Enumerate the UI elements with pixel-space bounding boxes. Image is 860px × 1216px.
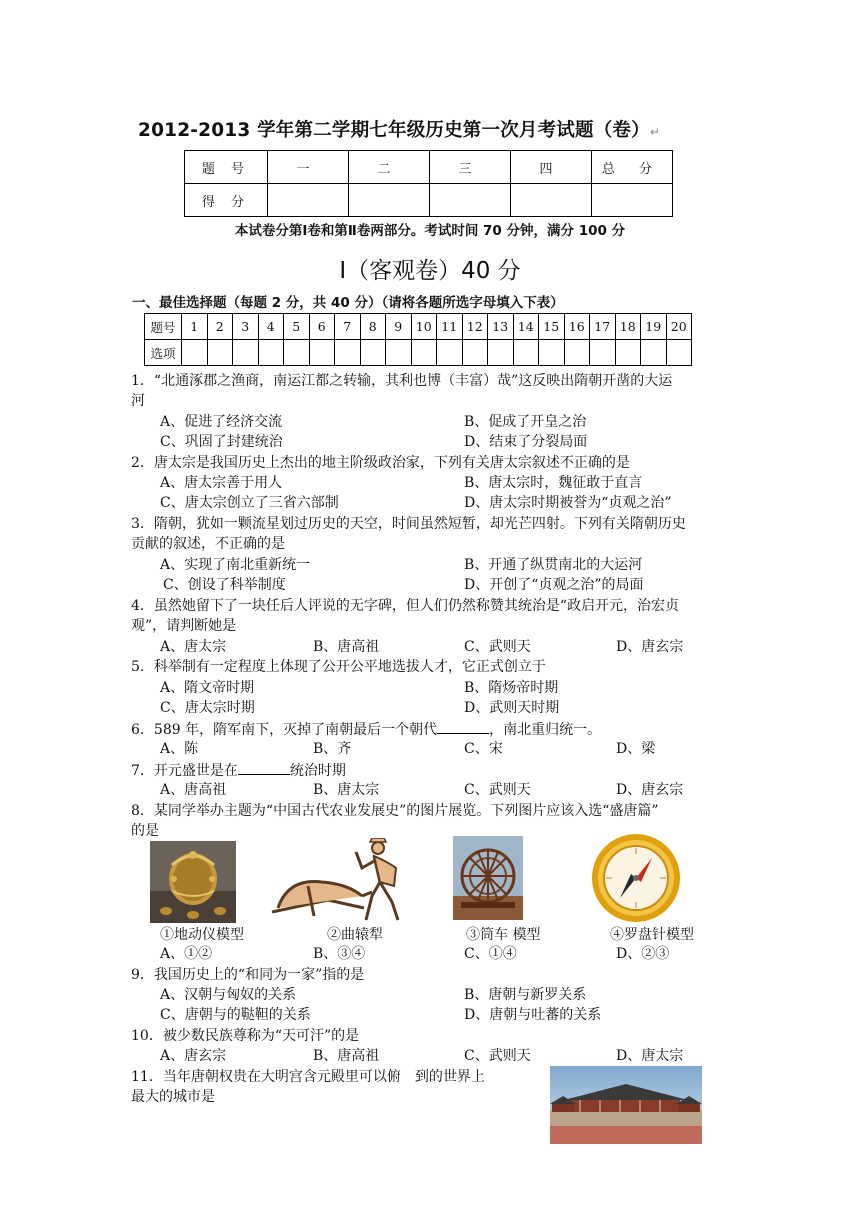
question-3-text: 3．隋朝，犹如一颗流星划过历史的天空，时间虽然短暂，却光芒四射。下列有关隋朝历史 [131, 516, 686, 532]
answer-number-cell: 8 [360, 314, 386, 340]
answer-number-cell: 6 [309, 314, 335, 340]
question-11-text: 11．当年唐朝权贵在大明宫含元殿里可以俯 到的世界上 [131, 1069, 485, 1085]
answer-choice-cell[interactable] [309, 340, 335, 366]
section-heading: 一、最佳选择题（每题 2 分，共 40 分）（请将各题所选字母填入下表） [132, 295, 564, 311]
answer-number-cell: 12 [462, 314, 488, 340]
answer-number-cell: 4 [258, 314, 284, 340]
answer-number-cell: 9 [386, 314, 412, 340]
exam-title: 2012-2013 学年第二学期七年级历史第一次月考试题（卷）↵ [138, 120, 661, 141]
question-10-text: 10．被少数民族尊称为“天可汗”的是 [131, 1028, 360, 1044]
question-9-text: 9．我国历史上的“和同为一家”指的是 [131, 967, 365, 983]
answer-number-cell: 13 [488, 314, 514, 340]
question-8-text: 8．某同学举办主题为“中国古代农业发展史”的图片展览。下列图片应该入选“盛唐篇” [131, 803, 659, 819]
q8-option-b[interactable]: B、③④ [313, 946, 366, 962]
answer-number-cell: 15 [539, 314, 565, 340]
answer-choice-cell[interactable] [360, 340, 386, 366]
answer-choice-cell[interactable] [411, 340, 437, 366]
q1-option-c[interactable]: C、巩固了封建统治 [160, 434, 283, 450]
question-2-text: 2．唐太宗是我国历史上杰出的地主阶级政治家，下列有关唐太宗叙述不正确的是 [131, 455, 630, 471]
q1-option-a[interactable]: A、促进了经济交流 [160, 414, 283, 430]
answer-choice-cell[interactable] [437, 340, 463, 366]
picture-2-caption: ②曲辕犁 [327, 927, 383, 943]
q5-option-a[interactable]: A、隋文帝时期 [160, 680, 255, 696]
q5-option-c[interactable]: C、唐太宗时期 [160, 700, 255, 716]
question-5-text: 5．科举制有一定程度上体现了公开公平地选拔人才，它正式创立于 [131, 659, 546, 675]
q7-option-b[interactable]: B、唐太宗 [313, 782, 380, 798]
question-7-text: 7．开元盛世是在 统治时期 [131, 760, 346, 781]
q9-option-d[interactable]: D、唐朝与吐蕃的关系 [464, 1007, 602, 1023]
q7-option-d[interactable]: D、唐玄宗 [616, 782, 684, 798]
q1-option-b[interactable]: B、促成了开皇之治 [464, 414, 587, 430]
answer-number-cell: 7 [335, 314, 361, 340]
answer-table [144, 313, 692, 366]
question-1-text: 1．“北通涿郡之渔商，南运江都之转输，其利也博（丰富）哉”这反映出隋朝开凿的大运 [131, 373, 673, 389]
score-header-cell: 四 [511, 151, 592, 184]
answer-choice-cell[interactable] [513, 340, 539, 366]
q3-option-d[interactable]: D、开创了“贞观之治”的局面 [464, 577, 644, 593]
q6-option-c[interactable]: C、宋 [464, 741, 503, 757]
question-4-text: 4．虽然她留下了一块任后人评说的无字碑，但人们仍然称赞其统治是“政启开元，治宏贞 [131, 598, 680, 614]
answer-choice-cell[interactable] [462, 340, 488, 366]
answer-choice-cell[interactable] [284, 340, 310, 366]
q10-option-b[interactable]: B、唐高祖 [313, 1048, 380, 1064]
q2-option-c[interactable]: C、唐太宗创立了三省六部制 [160, 495, 339, 511]
q6-option-d[interactable]: D、梁 [616, 741, 656, 757]
score-table-score-row [185, 184, 673, 217]
q8-option-a[interactable]: A、①② [160, 946, 213, 962]
answer-choice-cell[interactable] [182, 340, 208, 366]
score-header-cell: 二 [349, 151, 430, 184]
q8-option-c[interactable]: C、①④ [464, 946, 517, 962]
score-table [184, 150, 673, 217]
answer-table-number-row [145, 314, 692, 340]
q4-option-b[interactable]: B、唐高祖 [313, 639, 380, 655]
compass-image [589, 832, 683, 924]
q6-option-b[interactable]: B、齐 [313, 741, 352, 757]
answer-number-cell: 11 [437, 314, 463, 340]
q9-option-b[interactable]: B、唐朝与新罗关系 [464, 987, 587, 1003]
answer-number-cell: 17 [590, 314, 616, 340]
q10-option-a[interactable]: A、唐玄宗 [160, 1048, 227, 1064]
answer-number-cell: 16 [564, 314, 590, 340]
answer-choice-cell[interactable] [233, 340, 259, 366]
q7-option-a[interactable]: A、唐高祖 [160, 782, 227, 798]
q4-option-d[interactable]: D、唐玄宗 [616, 639, 684, 655]
answer-choice-cell[interactable] [641, 340, 667, 366]
q6-blank[interactable] [437, 719, 489, 734]
daming-palace-image [550, 1066, 702, 1144]
answer-choice-cell[interactable] [539, 340, 565, 366]
q3-option-a[interactable]: A、实现了南北重新统一 [160, 557, 311, 573]
q3-option-c[interactable]: C、创设了科举制度 [163, 577, 286, 593]
score-header-cell: 总 分 [592, 151, 673, 184]
answer-choice-cell[interactable] [615, 340, 641, 366]
answer-number-cell: 14 [513, 314, 539, 340]
q2-option-b[interactable]: B、唐太宗时，魏征敢于直言 [464, 475, 643, 491]
q6-option-a[interactable]: A、陈 [160, 741, 199, 757]
answer-number-cell: 10 [411, 314, 437, 340]
score-input-cell[interactable] [349, 184, 430, 217]
question-4-text-cont: 观”，请判断她是 [131, 618, 237, 634]
question-1-text-cont: 河 [131, 393, 145, 409]
q4-option-c[interactable]: C、武则天 [464, 639, 531, 655]
score-header-cell: 题 号 [185, 151, 268, 184]
answer-choice-cell[interactable] [386, 340, 412, 366]
answer-choice-cell[interactable] [564, 340, 590, 366]
score-input-cell[interactable] [511, 184, 592, 217]
q5-option-d[interactable]: D、武则天时期 [464, 700, 560, 716]
answer-number-cell: 1 [182, 314, 208, 340]
answer-choice-cell[interactable] [335, 340, 361, 366]
answer-row-label: 题号 [145, 314, 182, 340]
answer-choice-cell[interactable] [258, 340, 284, 366]
question-11-text-cont: 最大的城市是 [131, 1089, 215, 1105]
answer-number-cell: 18 [615, 314, 641, 340]
answer-choice-cell[interactable] [590, 340, 616, 366]
q3-option-b[interactable]: B、开通了纵贯南北的大运河 [464, 557, 643, 573]
exam-note: 本试卷分第Ⅰ卷和第Ⅱ卷两部分。考试时间 70 分钟，满分 100 分 [234, 223, 626, 239]
q8-option-d[interactable]: D、②③ [616, 946, 670, 962]
curved-plow-image [268, 838, 410, 924]
q4-option-a[interactable]: A、唐太宗 [160, 639, 227, 655]
answer-choice-cell[interactable] [207, 340, 233, 366]
part-title: Ⅰ（客观卷）40 分 [339, 258, 521, 284]
picture-3-caption: ③筒车 模型 [466, 927, 541, 943]
score-row-label: 得 分 [185, 184, 268, 217]
score-header-cell: 三 [430, 151, 511, 184]
answer-table-choice-row [145, 340, 692, 366]
seismograph-image [150, 841, 236, 923]
answer-number-cell: 19 [641, 314, 667, 340]
q7-blank[interactable] [238, 760, 290, 775]
picture-4-caption: ④罗盘针模型 [610, 927, 694, 943]
q1-option-d[interactable]: D、结束了分裂局面 [464, 434, 588, 450]
q9-option-a[interactable]: A、汉朝与匈奴的关系 [160, 987, 297, 1003]
answer-number-cell: 5 [284, 314, 310, 340]
q9-option-c[interactable]: C、唐朝与的鞑靼的关系 [160, 1007, 311, 1023]
q2-option-a[interactable]: A、唐太宗善于用人 [160, 475, 283, 491]
score-header-cell: 一 [268, 151, 349, 184]
question-8-text-cont: 的是 [131, 823, 159, 839]
q10-option-c[interactable]: C、武则天 [464, 1048, 531, 1064]
water-wheel-image [453, 836, 523, 920]
answer-number-cell: 2 [207, 314, 233, 340]
picture-1-caption: ①地动仪模型 [160, 927, 244, 943]
score-input-cell[interactable] [268, 184, 349, 217]
q10-option-d[interactable]: D、唐太宗 [616, 1048, 684, 1064]
q5-option-b[interactable]: B、隋炀帝时期 [464, 680, 559, 696]
question-3-text-cont: 贡献的叙述，不正确的是 [131, 536, 285, 552]
score-input-cell[interactable] [592, 184, 673, 217]
score-table-header-row [185, 151, 673, 184]
score-input-cell[interactable] [430, 184, 511, 217]
question-6-text: 6．589 年，隋军南下，灭掉了南朝最后一个朝代 ，南北重归统一。 [131, 719, 601, 740]
answer-choice-cell[interactable] [666, 340, 692, 366]
answer-row-label: 选项 [145, 340, 182, 366]
answer-choice-cell[interactable] [488, 340, 514, 366]
answer-number-cell: 20 [666, 314, 692, 340]
q7-option-c[interactable]: C、武则天 [464, 782, 531, 798]
q2-option-d[interactable]: D、唐太宗时期被誉为“贞观之治” [464, 495, 672, 511]
answer-number-cell: 3 [233, 314, 259, 340]
